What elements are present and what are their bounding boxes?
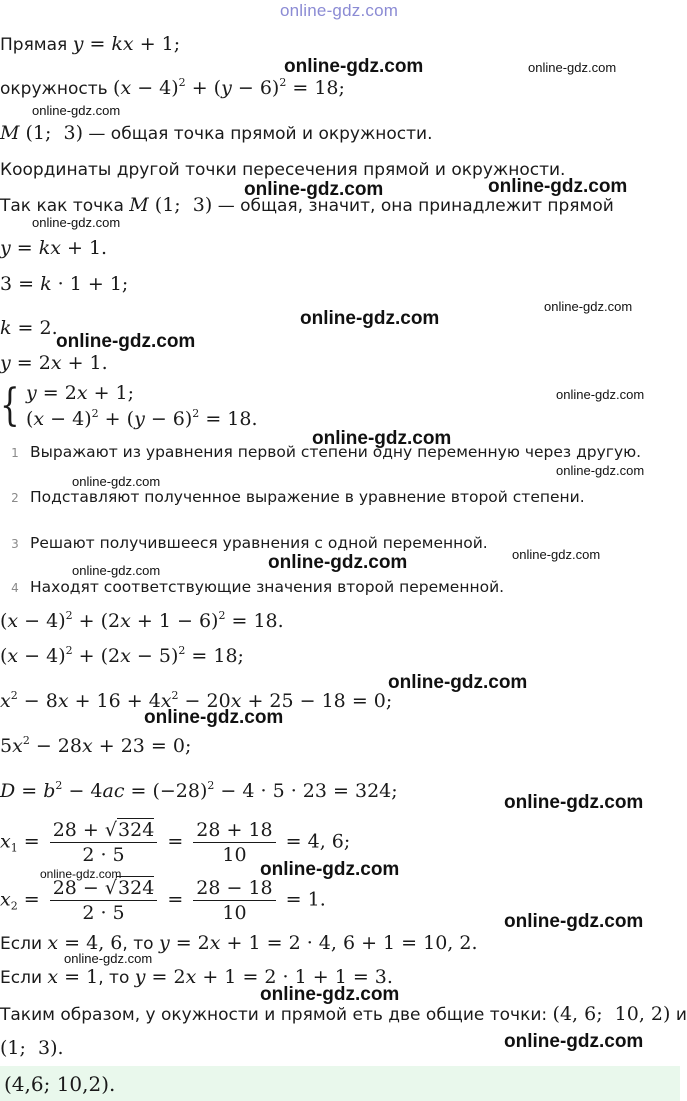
watermark: online-gdz.com [260,859,400,880]
math: $(x - 4)^2 + (y - 6)^2 = 18$; [113,76,345,99]
conclusion [0,1003,687,1026]
since-prefix: Так как точка [0,196,124,216]
math-line: $(x - 4)^2 + (2x - 5)^2 = 18$; [0,644,244,667]
circle-label: окружность [0,79,108,99]
answer-box [0,1066,680,1101]
watermark: online-gdz.com [64,951,153,966]
case-x2 [0,966,393,989]
step-item [0,532,488,555]
math: y = kx + 1; [72,33,181,55]
watermark: online-gdz.com [284,56,424,77]
answer-value: (4,6; 10,2). [4,1072,116,1096]
step-number: 1 [11,446,19,460]
math-line: y = 2x + 1. [0,352,108,374]
watermark: online-gdz.com [40,867,122,881]
math: M (1; 3) [129,194,213,216]
math-line: $x^2 - 8x + 16 + 4x^2 - 20x + 25 - 18 = 0$; [0,689,393,712]
conclusion-text: Таким образом, у окужности и прямой еть две общие точки: [0,1005,548,1025]
if-word: Если [0,968,43,988]
watermark: online-gdz.com [72,474,161,489]
discriminant: $D = b^2 - 4ac = (-28)^2 - 4 \cdot 5 \cdot 23 = 324$; [0,779,398,802]
math-line: $5x^2 - 28x + 23 = 0$; [0,734,192,757]
step-text: Подставляют полученное выражение в уравнение второй степени. [30,488,585,506]
brace: { [0,380,20,431]
math: (4, 6; 10, 2) [552,1003,671,1025]
watermark: online-gdz.com [504,1031,644,1052]
math-line: y = kx + 1. [0,237,108,259]
math: x = 4, 6 [47,932,123,954]
since-suffix: — общая, значит, она принадлежит прямой [217,196,614,216]
watermark: online-gdz.com [72,563,161,578]
circle-equation [0,77,345,100]
watermark: online-gdz.com [32,215,121,230]
then-word: , то [122,934,154,954]
step-number: 3 [11,537,19,551]
step-text: Находят соответствующие значения второй переменной. [30,578,505,596]
watermark: online-gdz.com [512,547,601,562]
watermark: online-gdz.com [144,707,284,728]
watermark: online-gdz.com [300,308,440,329]
equation-system [0,380,300,436]
watermark: online-gdz.com [488,176,628,197]
watermark: online-gdz.com [544,299,633,314]
watermark: online-gdz.com [556,387,645,402]
math: y = 2x + 1 = 2 · 1 + 1 = 3. [134,966,393,988]
watermark: online-gdz.com [504,792,644,813]
conclusion-point: (1; 3). [0,1037,64,1059]
watermark: online-gdz.com [56,331,196,352]
math-line: $(x - 4)^2 + (2x + 1 - 6)^2 = 18$. [0,609,284,632]
math-line: 3 = k · 1 + 1; [0,273,129,295]
watermark: online-gdz.com [312,428,452,449]
line-equation [0,33,180,56]
watermark: online-gdz.com [556,463,645,478]
step-number: 4 [11,581,19,595]
watermark: online-gdz.com [244,179,384,200]
step-text: Выражают из уравнения первой степени одну переменную через другую. [30,443,642,461]
system-row: $(x - 4)^2 + (y - 6)^2 = 18$. [26,407,258,430]
line-label: Прямая [0,35,68,55]
system-row: y = 2x + 1; [26,382,135,404]
watermark: online-gdz.com [268,552,408,573]
step-item [0,441,641,464]
if-word: Если [0,934,43,954]
math-line: k = 2. [0,317,58,339]
conclusion-and: и [675,1005,687,1025]
then-word: , то [98,968,130,988]
case-x1 [0,932,478,955]
step-item [0,576,504,599]
step-text: Решают получившееся уравнения с одной переменной. [30,534,488,552]
root-x1: $x_1$ = $\frac{28 + √324}{2 \cdot 5}$ = $\frac{28 + 18}{10}$ = 4, 6; [0,819,351,866]
watermark-top: online-gdz.com [280,1,399,20]
watermark: online-gdz.com [260,984,400,1005]
math: M (1; 3) [0,122,83,144]
math: x = 1 [47,966,99,988]
since-point [0,194,614,217]
root-x2: $x_2$ = $\frac{28 - √324}{2 \cdot 5}$ = $\frac{28 - 18}{10}$ = 1. [0,877,326,924]
step-item [0,486,585,509]
watermark: online-gdz.com [32,103,121,118]
task-text: Координаты другой точки пересечения прямой и окружности. [0,160,566,180]
step-number: 2 [11,491,19,505]
watermark: online-gdz.com [504,911,644,932]
watermark: online-gdz.com [528,60,617,75]
math: y = 2x + 1 = 2 · 4, 6 + 1 = 10, 2. [158,932,478,954]
common-point [0,122,433,145]
common-point-text: — общая точка прямой и окружности. [88,124,433,144]
watermark: online-gdz.com [388,672,528,693]
